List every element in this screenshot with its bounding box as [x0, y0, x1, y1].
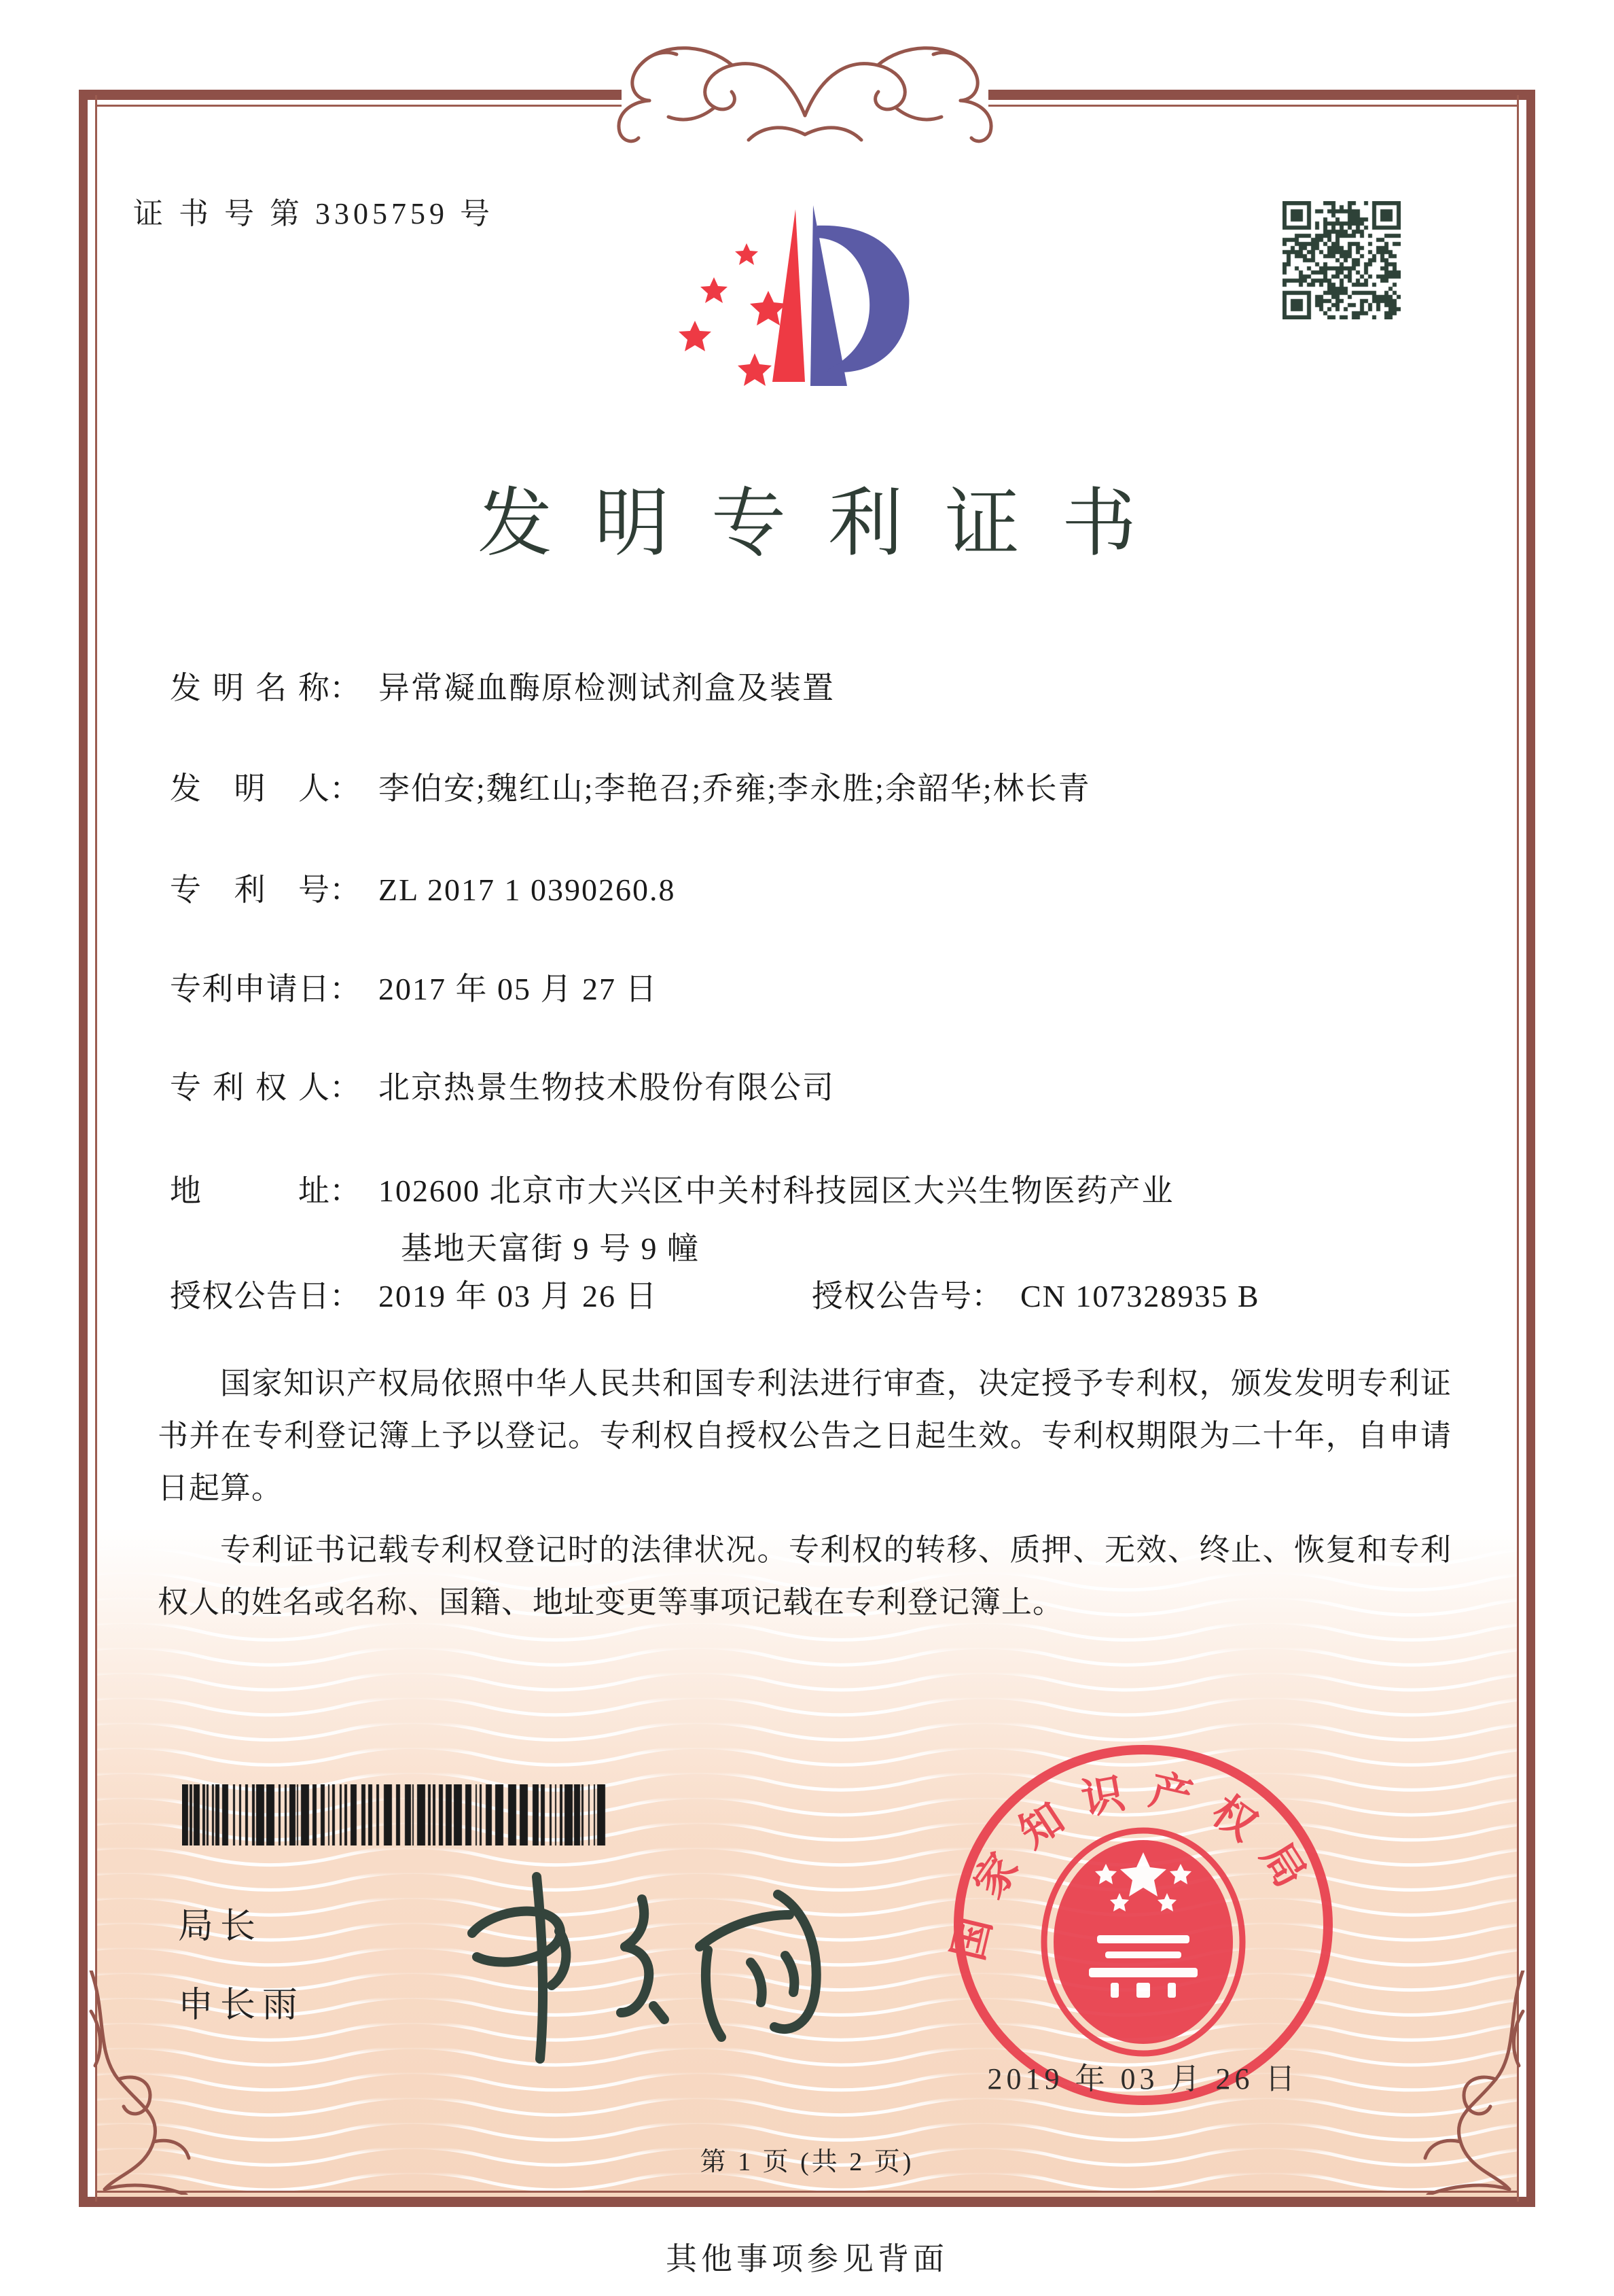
field-label: 授权公告日	[170, 1279, 329, 1313]
field-colon: ：	[329, 771, 361, 806]
frame-right-thick-line	[1526, 90, 1535, 2207]
field-inventors	[170, 768, 1460, 810]
commissioner-title: 局长	[178, 1907, 263, 1946]
field-label: 专利申请日	[170, 972, 329, 1006]
field-grant-number	[812, 1275, 1260, 1318]
commissioner-signature	[435, 1835, 856, 2106]
legal-text	[158, 1358, 1452, 1638]
dragon-ornament-top	[557, 33, 1053, 149]
field-value: 异常凝血酶原检测试剂盒及装置	[378, 671, 835, 705]
field-colon: ：	[329, 1279, 361, 1313]
frame-bottom-thick-line	[79, 2197, 1535, 2207]
frame-left-thick-line	[79, 90, 88, 2207]
cnipa-logo	[662, 190, 920, 414]
legal-paragraph-2: 专利证书记载专利权登记时的法律状况。专利权的转移、质押、无效、终止、恢复和专利权人的姓名或名称、国籍、地址变更等事项记载在专利登记簿上。	[158, 1533, 1452, 1619]
grant-number-value: CN 107328935 B	[1020, 1279, 1260, 1313]
field-filing-date	[170, 968, 1460, 1010]
field-patent-number	[170, 869, 1460, 911]
national-emblem	[1044, 1831, 1242, 2053]
field-value: 李伯安;魏红山;李艳召;乔雍;李永胜;余韶华;林长青	[378, 771, 1091, 806]
frame-bottom-thin-line	[95, 2191, 1519, 2193]
field-label: 专利号	[170, 872, 329, 907]
field-label: 地址	[170, 1173, 329, 1208]
field-colon: ：	[329, 1173, 361, 1208]
certificate-title: 发明专利证书	[478, 482, 1179, 565]
page-number: 第 1 页 (共 2 页)	[700, 2148, 914, 2176]
grant-date-value: 2019 年 03 月 26 日	[378, 1279, 658, 1313]
qr-code	[1283, 201, 1401, 319]
field-colon: ：	[329, 972, 361, 1006]
field-colon: ：	[329, 872, 361, 907]
field-colon: ：	[329, 1070, 361, 1105]
field-value: 北京热景生物技术股份有限公司	[378, 1070, 835, 1105]
logo-stars	[679, 243, 787, 386]
field-label: 发明名称	[170, 671, 329, 705]
field-label: 发明人	[170, 771, 329, 806]
seal-ring-text: 国家知识产权局	[945, 1767, 1325, 1965]
frame-left-thin-line	[95, 95, 97, 2202]
frame-right-thin-line	[1517, 95, 1519, 2202]
field-colon: ：	[971, 1279, 1003, 1313]
field-address	[170, 1170, 1460, 1266]
commissioner-name: 申长雨	[178, 1986, 305, 2025]
field-invention-name	[170, 667, 1460, 709]
field-value: ZL 2017 1 0390260.8	[378, 872, 676, 907]
field-patentee	[170, 1067, 1460, 1109]
field-grant-row	[170, 1275, 1460, 1318]
field-address-line2: 基地天富街 9 号 9 幢	[401, 1231, 700, 1266]
legal-paragraph-1: 国家知识产权局依照中华人民共和国专利法进行审查，决定授予专利权，颁发发明专利证书并在专利登记簿上予以登记。专利权自授权公告之日起生效。专利权期限为二十年，自申请日起算。	[158, 1366, 1452, 1505]
seal-date: 2019 年 03 月 26 日	[987, 2062, 1299, 2096]
field-value: 102600 北京市大兴区中关村科技园区大兴生物医药产业	[378, 1173, 1174, 1208]
field-colon: ：	[329, 671, 361, 705]
certificate-number: 证 书 号 第 3305759 号	[133, 197, 494, 230]
field-label: 授权公告号	[812, 1279, 971, 1313]
official-seal	[944, 1738, 1342, 2112]
back-side-note: 其他事项参见背面	[666, 2242, 948, 2276]
field-label: 专利权人	[170, 1070, 329, 1105]
field-value: 2017 年 05 月 27 日	[378, 972, 658, 1006]
